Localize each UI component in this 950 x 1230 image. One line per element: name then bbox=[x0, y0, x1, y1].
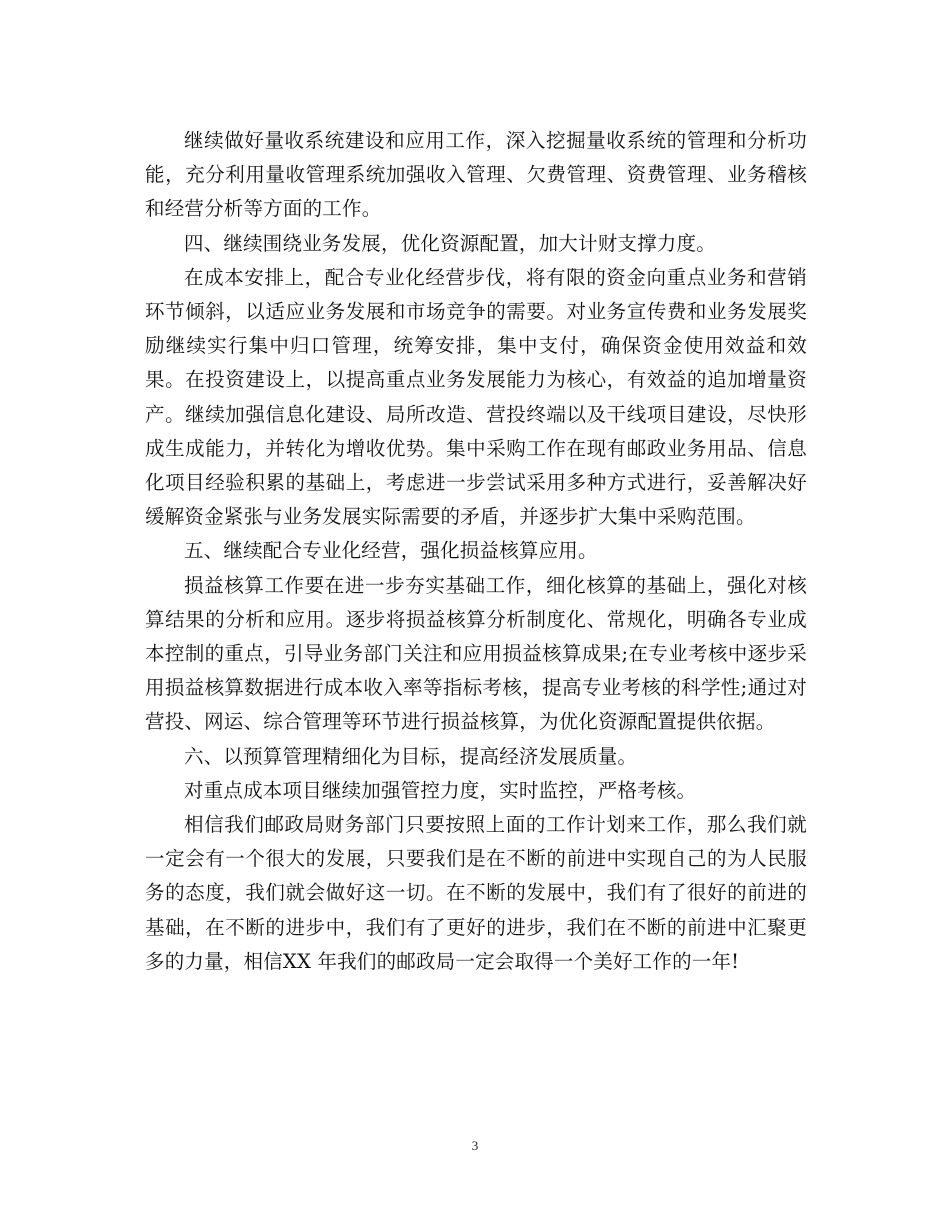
paragraph-quantity-system: 继续做好量收系统建设和应用工作，深入挖掘量收系统的管理和分析功能，充分利用量收管理系统加强收入管理、欠费管理、资费管理、业务稽核和经营分析等方面的工作。 bbox=[145, 129, 807, 221]
heading-section-six: 六、以预算管理精细化为目标，提高经济发展质量。 bbox=[184, 744, 638, 768]
document-body bbox=[145, 124, 807, 979]
page-number: 3 bbox=[471, 1138, 479, 1153]
paragraph-profit-loss-accounting: 损益核算工作要在进一步夯实基础工作，细化核算的基础上，强化对核算结果的分析和应用。逐步将损益核算分析制度化、常规化，明确各专业成本控制的重点，引导业务部门关注和应用损益核算成果;在专业考核中逐步采用损益核算数据进行成本收入率等指标考核，提高专业考核的科学性;通过对营投、网运、综合管理等环节进行损益核算，为优化资源配置提供依据。 bbox=[145, 573, 807, 734]
paragraph-cost-arrangement: 在成本安排上，配合专业化经营步伐，将有限的资金向重点业务和营销环节倾斜，以适应业务发展和市场竞争的需要。对业务宣传费和业务发展奖励继续实行集中归口管理，统筹安排，集中支付，确保资金使用效益和效果。在投资建设上，以提高重点业务发展能力为核心，有效益的追加增量资产。继续加强信息化建设、局所改造、营投终端以及干线项目建设，尽快形成生成能力，并转化为增收优势。集中采购工作在现有邮政业务用品、信息化项目经验积累的基础上，考虑进一步尝试采用多种方式进行，妥善解决好缓解资金紧张与业务发展实际需要的矛盾，并逐步扩大集中采购范围。 bbox=[145, 265, 807, 529]
heading-section-four: 四、继续围绕业务发展，优化资源配置，加大计财支撑力度。 bbox=[184, 231, 716, 255]
paragraph-cost-control: 对重点成本项目继续加强管控力度，实时监控，严格考核。 bbox=[184, 778, 697, 802]
paragraph-conclusion: 相信我们邮政局财务部门只要按照上面的工作计划来工作，那么我们就一定会有一个很大的发展，只要我们是在不断的前进中实现自己的为人民服务的态度，我们就会做好这一切。在不断的发展中，我们有了很好的前进的基础，在不断的进步中，我们有了更好的进步，我们在不断的前进中汇聚更多的力量，相信XX 年我们的邮政局一定会取得一个美好工作的一年! bbox=[145, 813, 807, 973]
heading-section-five: 五、继续配合专业化经营，强化损益核算应用。 bbox=[184, 539, 598, 563]
